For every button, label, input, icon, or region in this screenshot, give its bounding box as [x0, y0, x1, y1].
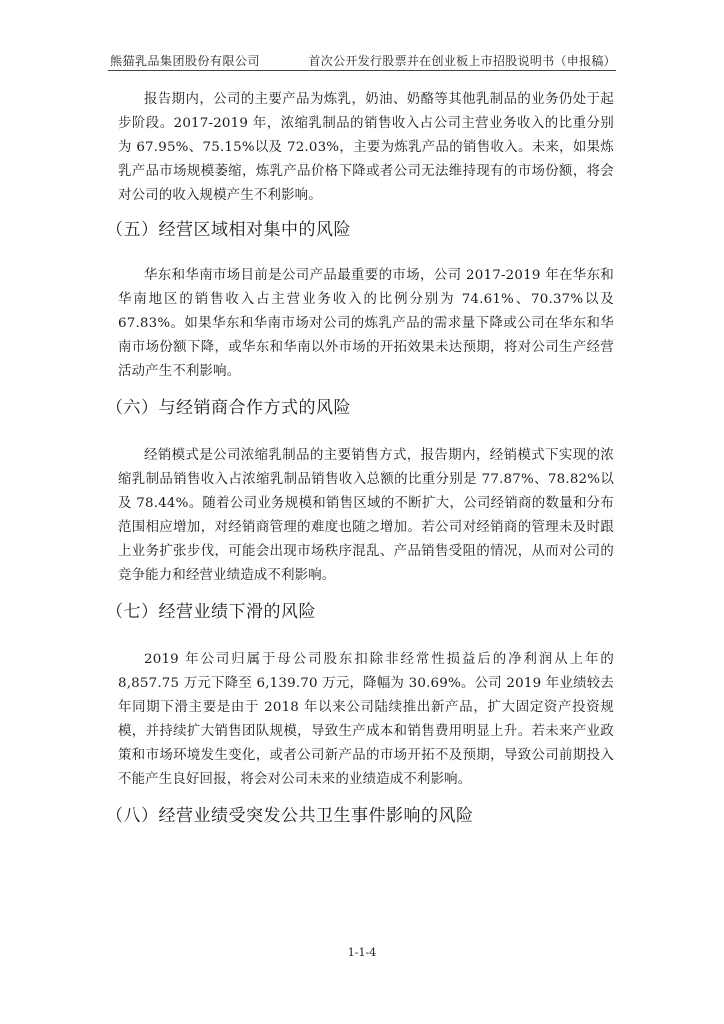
company-name: 熊猫乳品集团股份有限公司 [110, 54, 261, 68]
paragraph-regional-concentration: 华东和华南市场目前是公司产品最重要的市场，公司 2017-2019 年在华东和华南地区的销售收入占主营业务收入的比例分别为 74.61%、70.37%以及 67.83%。如果华东和华南市场对公司的炼乳产品的需求量下降或公司在华东和华南市场份额下降，或华东和华南以外市场的开拓效果未达预期，将对公司生产经营活动产生不利影响。 [118, 268, 614, 379]
paragraph-product-concentration: 报告期内，公司的主要产品为炼乳，奶油、奶酪等其他乳制品的业务仍处于起步阶段。2017-2019 年，浓缩乳制品的销售收入占公司主营业务收入的比重分别为 67.95%、75.15%以及 72.03%，主要为炼乳产品的销售收入。未来，如果炼乳产品市场规模萎缩，炼乳产品价格下降或者公司无法维持现有的市场份额，将会对公司的收入规模产生不利影响。 [118, 92, 614, 203]
paragraph-distributor-risk: 经销模式是公司浓缩乳制品的主要销售方式，报告期内，经销模式下实现的浓缩乳制品销售收入占浓缩乳制品销售收入总额的比重分别是 77.87%、78.82%以及 78.44%。随着公司业务规模和销售区域的不断扩大，公司经销商的数量和分布范围相应增加，对经销商管理的难度也随之增加。若公司对经销商的管理未及时跟上业务扩张步伐，可能会出现市场秩序混乱、产品销售受阻的情况，从而对公司的竞争能力和经营业绩造成不利影响。 [118, 448, 614, 583]
page-number: 1-1-4 [347, 946, 377, 959]
heading-section-5: （五）经营区域相对集中的风险 [106, 220, 351, 240]
paragraph-performance-decline: 2019 年公司归属于母公司股东扣除非经常性损益后的净利润从上年的 8,857.75 万元下降至 6,139.70 万元，降幅为 30.69%。公司 2019 年业绩较去年同期下滑主要是由于 2018 年以来公司陆续推出新产品，扩大固定资产投资规模，并持续扩大销售团队规模，导致生产成本和销售费用明显上升。若未来产业政策和市场环境发生变化，或者公司新产品的市场开拓不及预期，导致公司前期投入不能产生良好回报，将会对公司未来的业绩造成不利影响。 [118, 652, 614, 787]
page-header [108, 50, 616, 70]
header-divider [108, 70, 616, 71]
document-title: 首次公开发行股票并在创业板上市招股说明书（申报稿） [308, 54, 616, 68]
heading-section-8: （八）经营业绩受突发公共卫生事件影响的风险 [106, 806, 474, 826]
page-body [106, 88, 614, 828]
heading-section-7: （七）经营业绩下滑的风险 [106, 602, 316, 622]
heading-section-6: （六）与经销商合作方式的风险 [106, 398, 351, 418]
